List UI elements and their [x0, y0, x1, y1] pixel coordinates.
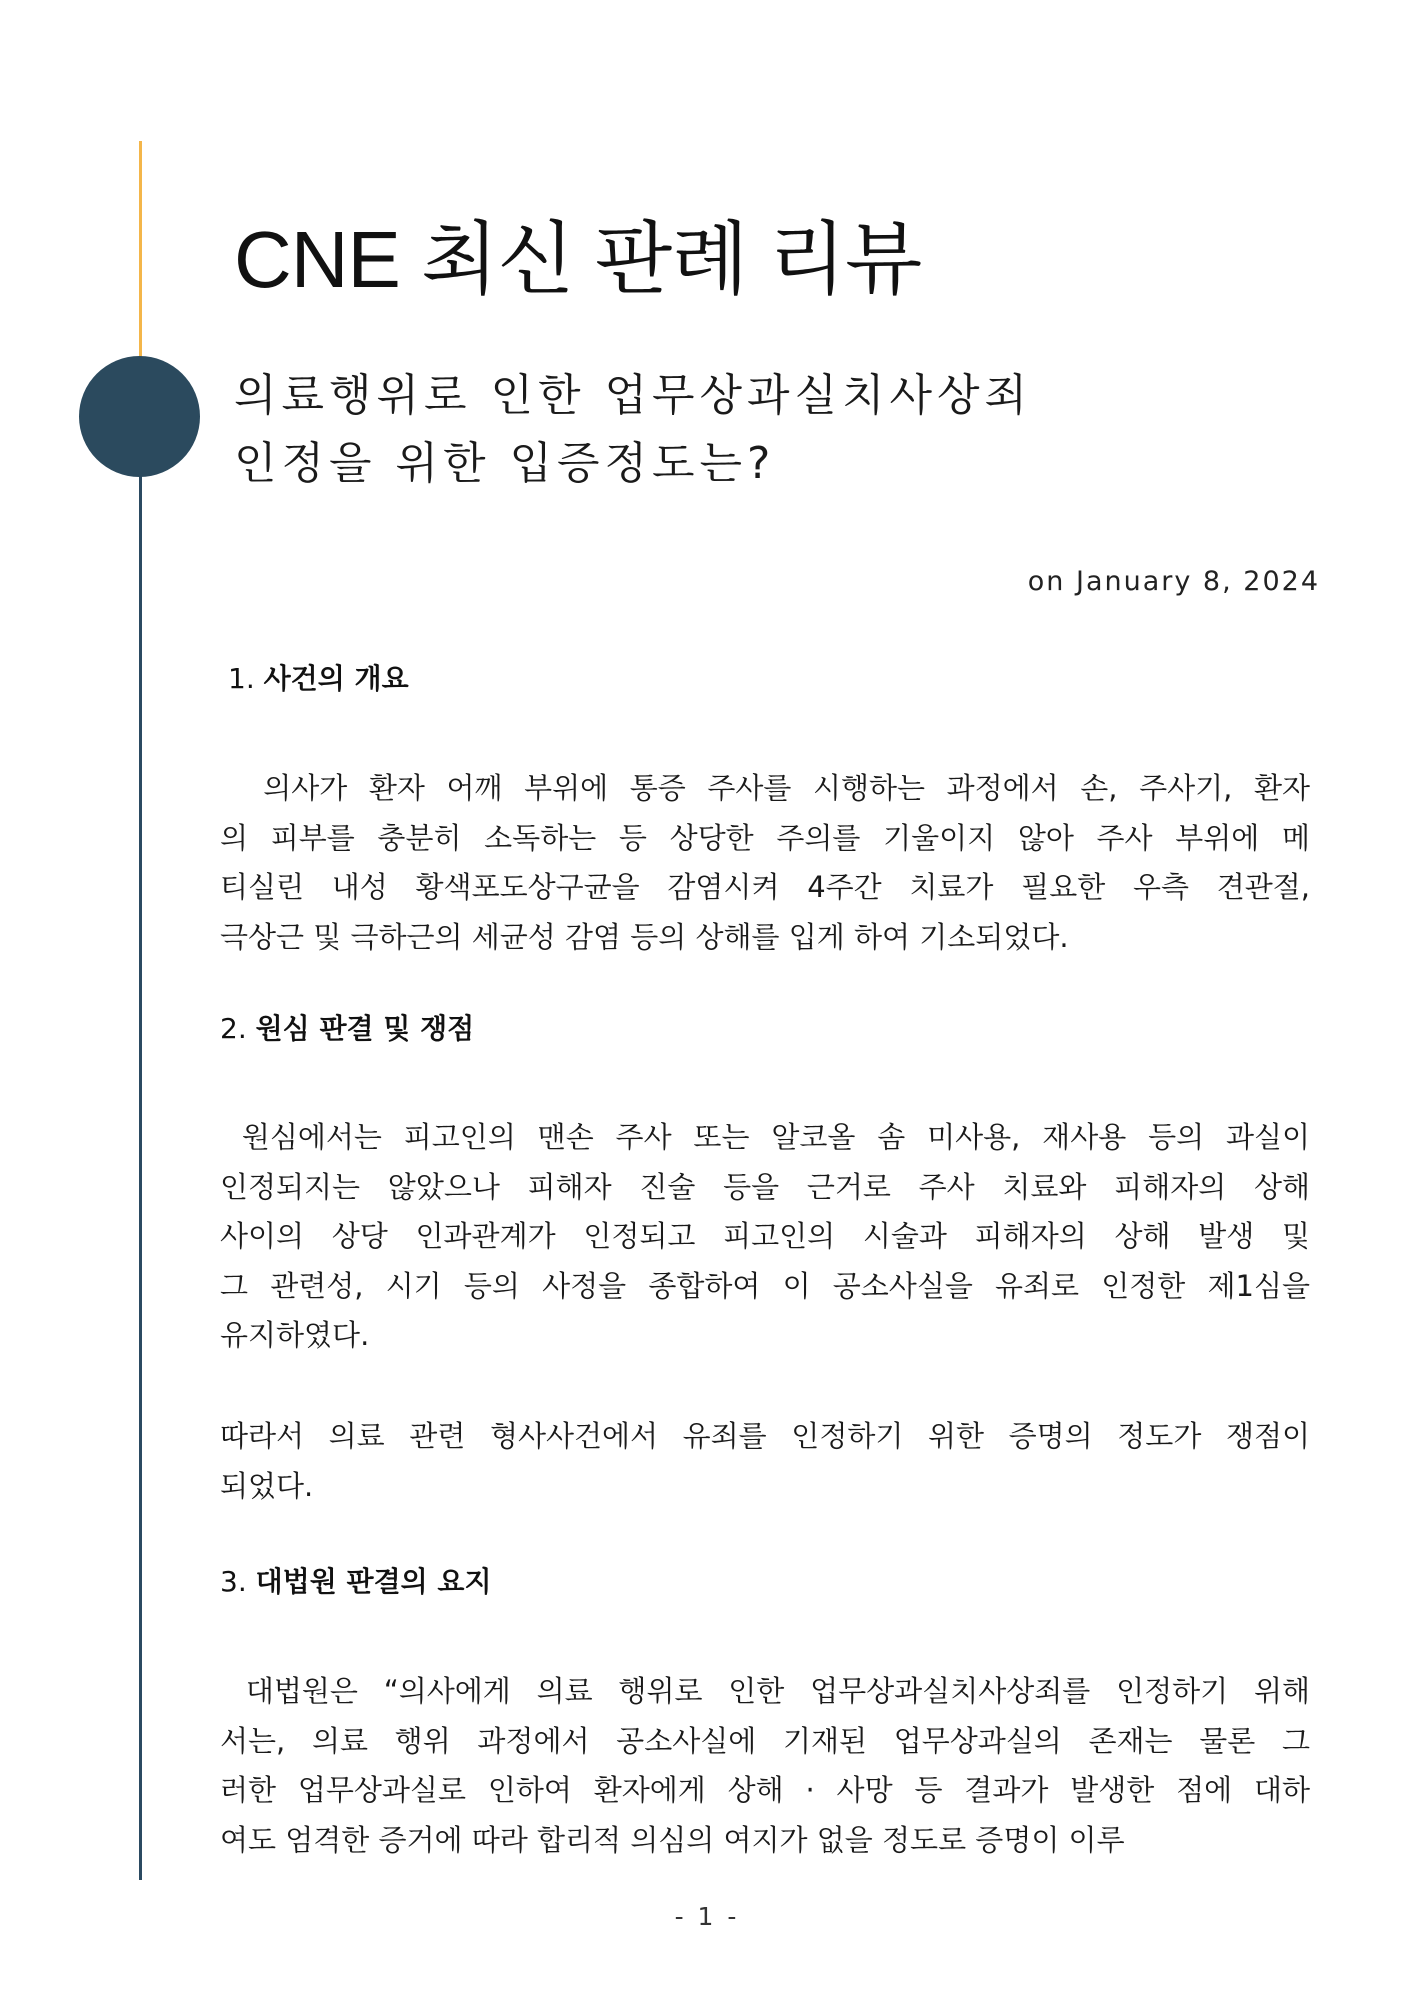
subtitle-line: 인정을 위한 입증정도는? — [234, 438, 776, 489]
paragraph-line: 원심에서는 피고인의 맨손 주사 또는 알코올 솜 미사용, 재사용 등의 과실이 — [220, 1120, 1310, 1154]
section-title: 대법원 판결의 요지 — [255, 1565, 492, 1598]
paragraph-line: 여도 엄격한 증거에 따라 합리적 의심의 여지가 없을 정도로 증명이 이루 — [220, 1822, 1125, 1857]
paragraph-line: 극상근 및 극하근의 세균성 감염 등의 상해를 입게 하여 기소되었다. — [220, 919, 1069, 954]
section-paragraph — [220, 1412, 1310, 1511]
document-subtitle — [234, 362, 1032, 498]
section-number: 2. — [220, 1012, 247, 1045]
paragraph-line: 서는, 의료 행위 과정에서 공소사실에 기재된 업무상과실의 존재는 물론 그 — [220, 1723, 1310, 1758]
timeline-line — [139, 411, 142, 1880]
publish-date: on January 8, 2024 — [1027, 566, 1320, 597]
paragraph-line: 인정되지는 않았으나 피해자 진술 등을 근거로 주사 치료와 피해자의 상해 — [220, 1169, 1310, 1204]
page-number: - 1 - — [674, 1902, 740, 1931]
section-heading-ruling-issue — [220, 1009, 474, 1049]
paragraph-line: 사이의 상당 인과관계가 인정되고 피고인의 시술과 피해자의 상해 발생 및 — [220, 1219, 1310, 1253]
section-number: 1. — [228, 662, 255, 695]
timeline-circle-marker — [79, 356, 200, 477]
paragraph-line: 러한 업무상과실로 인하여 환자에게 상해 · 사망 등 결과가 발생한 점에 대하 — [220, 1773, 1310, 1807]
section-heading-supreme-court — [220, 1562, 492, 1602]
paragraph-line: 따라서 의료 관련 형사사건에서 유죄를 인정하기 위한 증명의 정도가 쟁점이 — [220, 1419, 1310, 1453]
paragraph-line: 그 관련성, 시기 등의 사정을 종합하여 이 공소사실을 유죄로 인정한 제1심을 — [220, 1268, 1310, 1303]
paragraph-line: 의 피부를 충분히 소독하는 등 상당한 주의를 기울이지 않아 주사 부위에 메 — [220, 820, 1310, 855]
section-paragraph — [220, 1667, 1310, 1865]
section-paragraph — [220, 764, 1310, 962]
section-heading-overview — [228, 659, 409, 699]
paragraph-line: 대법원은 “의사에게 의료 행위로 인한 업무상과실치사상죄를 인정하기 위해 — [220, 1674, 1310, 1708]
section-title: 원심 판결 및 쟁점 — [255, 1012, 475, 1045]
document-title: CNE 최신 판례 리뷰 — [234, 215, 922, 304]
paragraph-line: 의사가 환자 어깨 부위에 통증 주사를 시행하는 과정에서 손, 주사기, 환자 — [220, 771, 1310, 805]
subtitle-line: 의료행위로 인한 업무상과실치사상죄 — [234, 370, 1033, 421]
paragraph-line: 되었다. — [220, 1468, 314, 1503]
section-paragraph — [220, 1113, 1310, 1361]
section-number: 3. — [220, 1565, 247, 1598]
paragraph-line: 티실린 내성 황색포도상구균을 감염시켜 4주간 치료가 필요한 우측 견관절, — [220, 870, 1310, 904]
section-title: 사건의 개요 — [263, 662, 409, 695]
paragraph-line: 유지하였다. — [220, 1318, 370, 1352]
